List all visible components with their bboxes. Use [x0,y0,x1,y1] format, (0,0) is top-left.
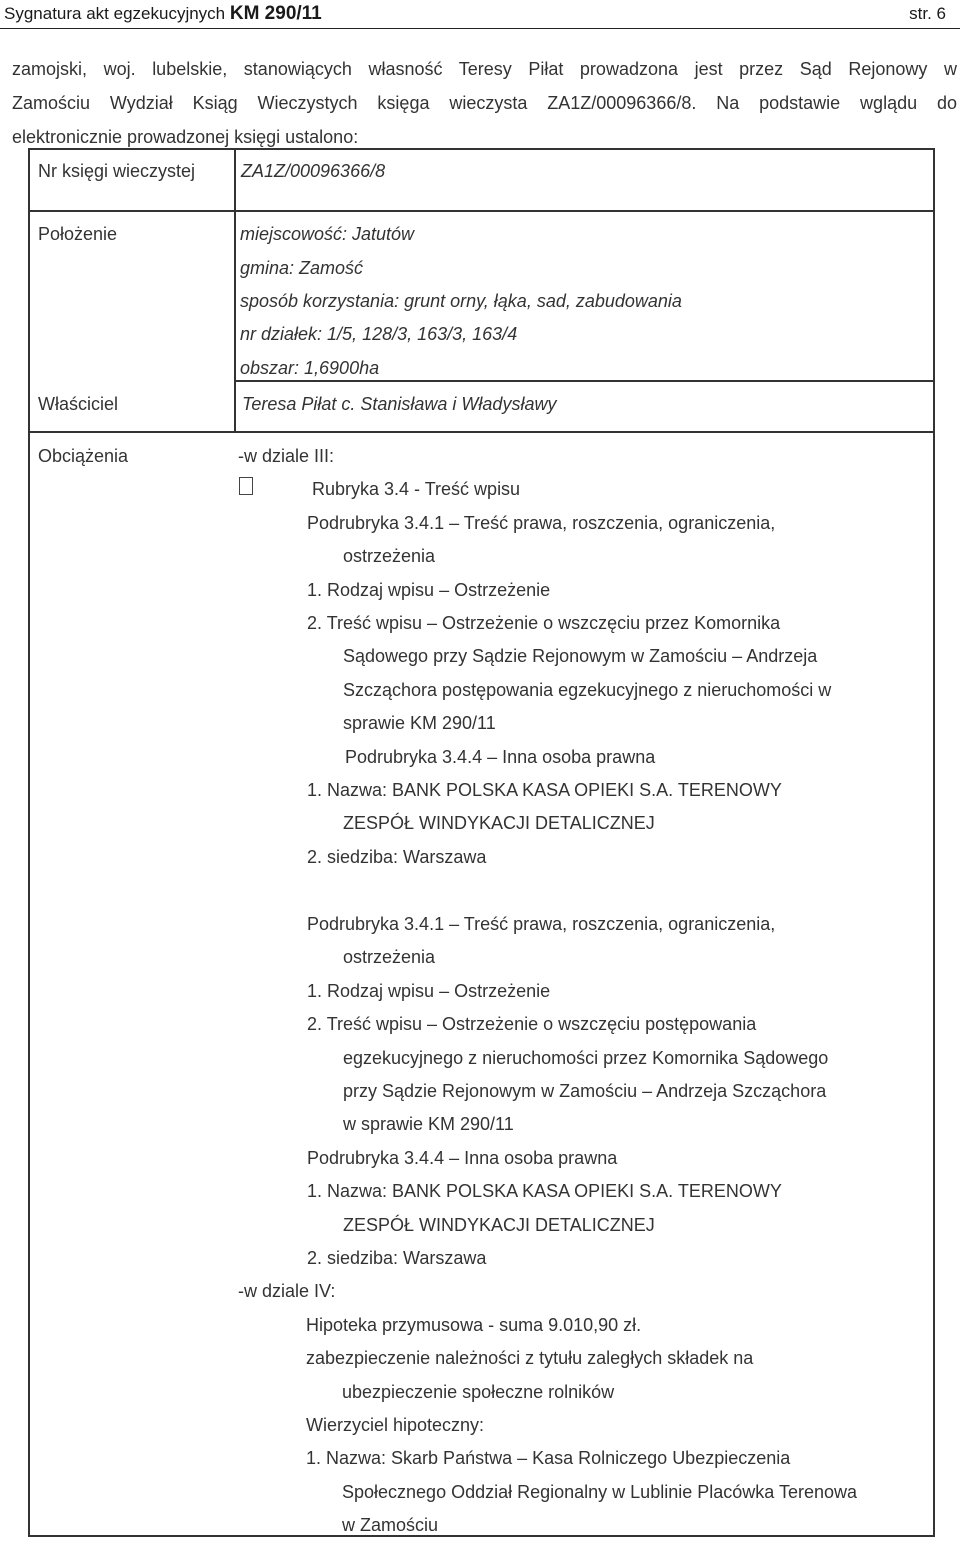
tresc-wpisu-line: sprawie KM 290/11 [343,713,496,733]
intro-paragraph [12,52,957,154]
polozenie-miejscowosc: miejscowość: Jatutów [240,224,415,244]
intro-line: Zamościu Wydział Ksiąg Wieczystych księga wieczysta ZA1Z/00096366/8. Na podstawie wglądu do [12,93,957,113]
nr-ksiegi-label: Nr księgi wieczystej [38,161,196,181]
tresc-wpisu: 2. Treść wpisu – Ostrzeżenie o wszczęciu przez Komornika [307,613,781,633]
intro-line: zamojski, woj. lubelskie, stanowiących własność Teresy Piłat prowadzona jest przez Sąd Rejonowy w [12,59,957,79]
row-divider [234,380,933,382]
obciazenia-label: Obciążenia [38,446,129,466]
wierzyciel-nazwa: 1. Nazwa: Skarb Państwa – Kasa Rolniczego Ubezpieczenia [306,1448,791,1468]
intro-line: elektronicznie prowadzonej księgi ustalono: [12,127,359,147]
siedziba: 2. siedziba: Warszawa [307,847,487,867]
page-header [0,0,960,30]
polozenie-obszar: obszar: 1,6900ha [240,358,380,378]
polozenie-gmina: gmina: Zamość [240,258,364,278]
zabezpieczenie: zabezpieczenie należności z tytułu zaległych składek na [306,1348,754,1368]
tresc-wpisu-line: w sprawie KM 290/11 [343,1114,514,1134]
tresc-wpisu: 2. Treść wpisu – Ostrzeżenie o wszczęciu postępowania [307,1014,757,1034]
polozenie-label: Położenie [38,224,118,244]
case-signature-label: Sygnatura akt egzekucyjnych [4,4,226,23]
page-number: str. 6 [909,4,946,23]
tresc-wpisu-line: Sądowego przy Sądzie Rejonowym w Zamościu – Andrzeja [343,646,818,666]
case-signature [4,3,322,25]
nazwa: 1. Nazwa: BANK POLSKA KASA OPIEKI S.A. TERENOWY [307,780,782,800]
case-number: KM 290/11 [229,3,322,24]
dzial-iii: -w dziale III: [238,446,335,466]
wierzyciel-label: Wierzyciel hipoteczny: [306,1415,485,1435]
land-register-table [28,148,935,1537]
podrubryka-341: Podrubryka 3.4.1 – Treść prawa, roszczenia, ograniczenia, [307,513,776,533]
rubryka: Rubryka 3.4 - Treść wpisu [312,479,521,499]
rodzaj-wpisu: 1. Rodzaj wpisu – Ostrzeżenie [307,981,551,1001]
tresc-wpisu-line: Szcząchora postępowania egzekucyjnego z nieruchomości w [343,680,832,700]
podrubryka-344: Podrubryka 3.4.4 – Inna osoba prawna [307,1148,618,1168]
nazwa-cont: ZESPÓŁ WINDYKACJI DETALICZNEJ [343,813,655,833]
column-divider [234,150,236,432]
wlasciciel-value: Teresa Piłat c. Stanisława i Władysławy [242,394,557,414]
wierzyciel-nazwa-cont: Społecznego Oddział Regionalny w Lublinie Placówka Terenowa [342,1482,857,1502]
wierzyciel-nazwa-cont: w Zamościu [342,1515,439,1535]
nr-ksiegi-value: ZA1Z/00096366/8 [241,161,386,181]
row-divider [30,431,933,433]
rodzaj-wpisu: 1. Rodzaj wpisu – Ostrzeżenie [307,580,551,600]
siedziba: 2. siedziba: Warszawa [307,1248,487,1268]
nazwa: 1. Nazwa: BANK POLSKA KASA OPIEKI S.A. TERENOWY [307,1181,782,1201]
header-rule [0,28,960,29]
podrubryka-341: Podrubryka 3.4.1 – Treść prawa, roszczenia, ograniczenia, [307,914,776,934]
podrubryka-344: Podrubryka 3.4.4 – Inna osoba prawna [345,747,656,767]
tresc-wpisu-line: przy Sądzie Rejonowym w Zamościu – Andrzeja Szcząchora [343,1081,827,1101]
bullet-box-icon [239,477,253,495]
dzial-iv: -w dziale IV: [238,1281,336,1301]
wlasciciel-label: Właściciel [38,394,119,414]
nazwa-cont: ZESPÓŁ WINDYKACJI DETALICZNEJ [343,1215,655,1235]
polozenie-sposob: sposób korzystania: grunt orny, łąka, sad, zabudowania [240,291,682,311]
zabezpieczenie-cont: ubezpieczenie społeczne rolników [342,1382,615,1402]
hipoteka: Hipoteka przymusowa - suma 9.010,90 zł. [306,1315,642,1335]
podrubryka-341-cont: ostrzeżenia [343,546,436,566]
row-divider [30,210,933,212]
podrubryka-341-cont: ostrzeżenia [343,947,436,967]
tresc-wpisu-line: egzekucyjnego z nieruchomości przez Komornika Sądowego [343,1048,829,1068]
polozenie-dzialki: nr działek: 1/5, 128/3, 163/3, 163/4 [240,324,518,344]
